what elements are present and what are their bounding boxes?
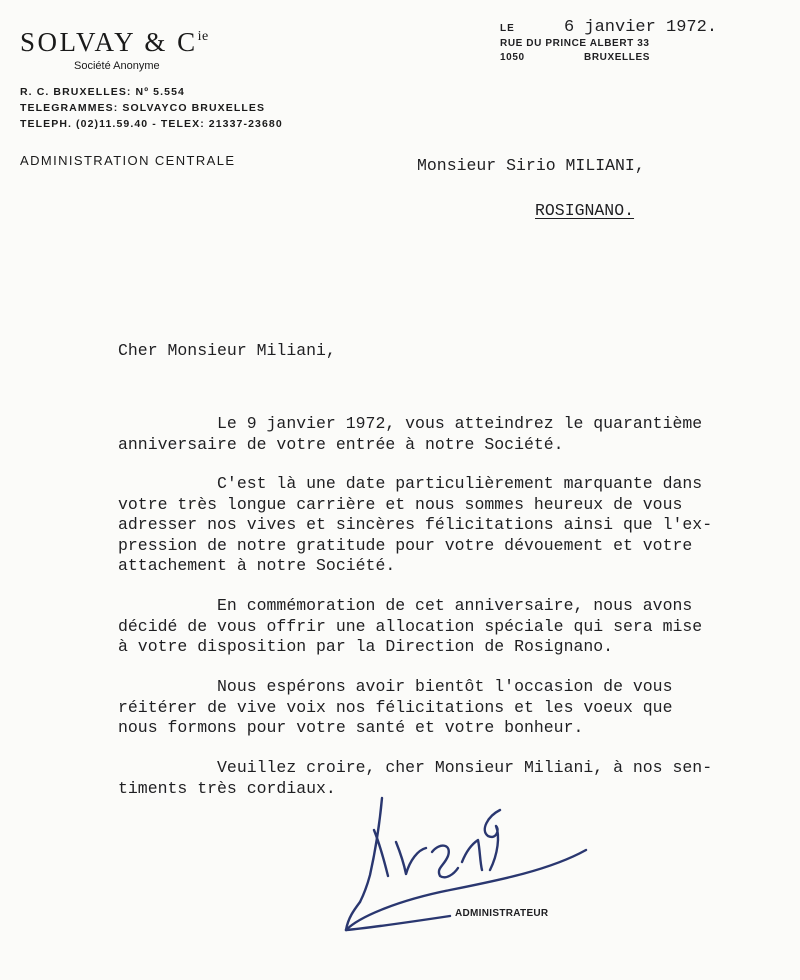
company-suffix-superscript: ie <box>197 29 209 44</box>
paragraph-4 <box>118 677 778 739</box>
paragraph-1 <box>118 414 778 455</box>
street-address <box>500 37 650 51</box>
telegram-address: TELEGRAMMES: SOLVAYCO BRUXELLES <box>20 102 266 114</box>
paragraph-line: à votre disposition par la Direction de Rosignano. <box>118 637 614 656</box>
paragraph-line: Le 9 janvier 1972, vous atteindrez le quarantième <box>118 414 703 433</box>
legal-form: Société Anonyme <box>74 60 160 72</box>
paragraph-line: décidé de vous offrir une allocation spéciale qui sera mise <box>118 616 703 636</box>
letter-date: 6 janvier 1972. <box>564 18 718 37</box>
phone-telex: TELEPH. (02)11.59.40 - TELEX: 21337-23680 <box>20 118 283 130</box>
registry-number: R. C. BRUXELLES: Nº 5.554 <box>20 86 185 98</box>
paragraph-2 <box>118 474 778 577</box>
department-name: ADMINISTRATION CENTRALE <box>20 153 236 168</box>
letterhead <box>20 22 283 168</box>
paragraph-line: réitérer de vive voix nos félicitations et les voeux que <box>118 697 673 717</box>
recipient-name: Monsieur Sirio MILIANI, <box>417 156 645 175</box>
paragraph-line: nous formons pour votre santé et votre bonheur. <box>118 718 584 737</box>
date-prefix: LE <box>500 23 515 34</box>
company-name <box>20 22 283 57</box>
postcode: 1050 <box>500 52 525 63</box>
date-line <box>500 18 717 37</box>
paragraph-line: Nous espérons avoir bientôt l'occasion de vous <box>118 677 673 696</box>
handwritten-signature <box>340 790 620 965</box>
street: RUE DU PRINCE ALBERT 33 <box>500 38 650 49</box>
paragraph-line: timents très cordiaux. <box>118 778 336 798</box>
company-suffix: & C <box>144 27 198 57</box>
paragraph-line: pression de notre gratitude pour votre dévouement et votre <box>118 535 693 555</box>
paragraph-line: Veuillez croire, cher Monsieur Miliani, à nos sen- <box>118 758 713 777</box>
paragraph-3 <box>118 596 778 658</box>
paragraph-line: adresser nos vives et sincères félicitations ainsi que l'ex- <box>118 515 713 534</box>
postal-line <box>500 51 650 65</box>
city: BRUXELLES <box>584 52 650 63</box>
company-name-text: SOLVAY <box>20 27 136 57</box>
date-block <box>500 18 717 65</box>
paragraph-line: anniversaire de votre entrée à notre Société. <box>118 434 564 454</box>
paragraph-line: votre très longue carrière et nous sommes heureux de vous <box>118 494 683 514</box>
signatory-title: ADMINISTRATEUR <box>455 908 549 919</box>
salutation: Cher Monsieur Miliani, <box>118 341 336 360</box>
recipient-city: ROSIGNANO. <box>535 201 635 220</box>
paragraph-line: En commémoration de cet anniversaire, nous avons <box>118 596 693 615</box>
paragraph-line: attachement à notre Société. <box>118 556 396 575</box>
paragraph-line: C'est là une date particulièrement marquante dans <box>118 474 703 493</box>
